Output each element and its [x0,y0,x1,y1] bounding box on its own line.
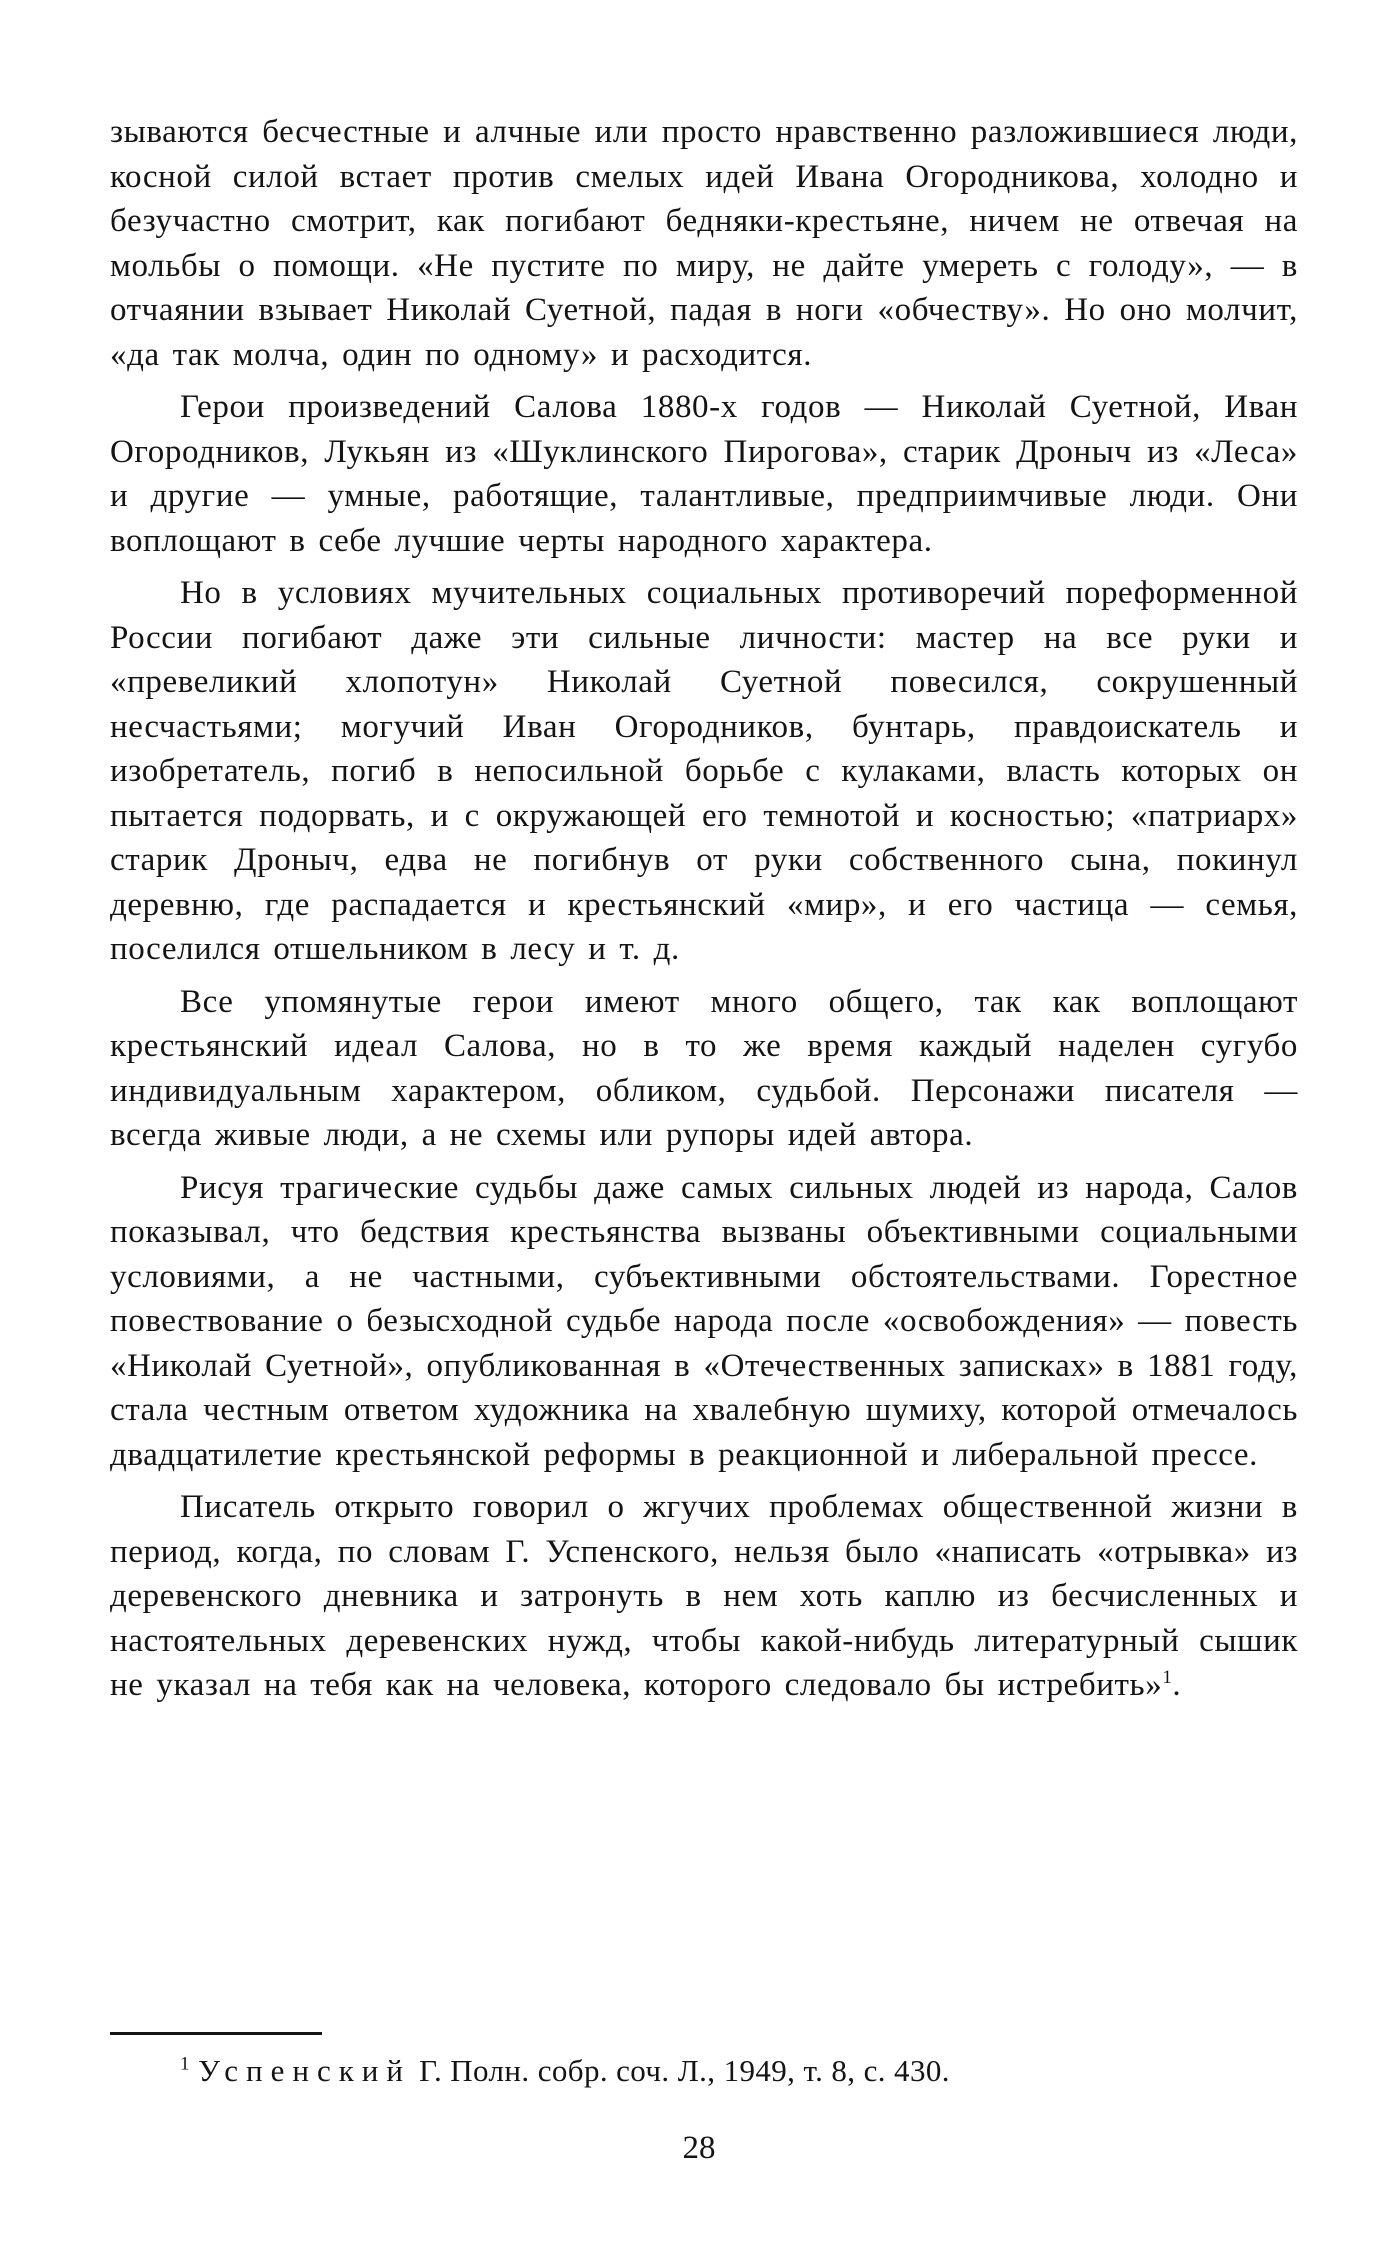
footnote-author: Успенский [198,2053,411,2088]
footnote-citation: Г. Полн. собр. соч. Л., 1949, т. 8, с. 430. [411,2053,950,2088]
paragraph-1: зываются бесчестные и алчные или просто нравственно разложившиеся люди, косной силой встает против смелых идей Ивана Огородникова, холодно и безучастно смотрит, как погибают бедняки-крестьяне, ничем не отвечая на мольбы о помощи. «Не пустите по миру, не дайте умереть с голоду», — в отчаянии взывает Николай Суетной, падая в ноги «обчеству». Но оно молчит, «да так молча, один по одному» и расходится. [110,114,1298,373]
paragraph-5: Рисуя трагические судьбы даже самых сильных людей из народа, Салов показывал, что бедствия крестьянства вызваны объективными социальными условиями, а не частными, субъективными обстоятельствами. Горестное повествование о безысходной судьбе народа после «освобождения» — повесть «Николай Суетной», опубликованная в «Отечественных записках» в 1881 году, стала честным ответом художника на хвалебную шумиху, которой отмечалось двадцатилетие крестьянской реформы в реакционной и либеральной прессе. [110,1169,1298,1473]
footnote-divider [110,2032,322,2035]
footnote-marker: 1 [180,2053,190,2075]
paragraph-4: Все упомянутые герои имеют много общего, так как воплощают крестьянский идеал Салова, но в то же время каждый наделен сугубо индивидуальным характером, обликом, судьбой. Персонажи писателя — всегда живые люди, а не схемы или рупоры идей автора. [110,983,1298,1153]
paragraph-3: Но в условиях мучительных социальных противоречий пореформенной России погибают даже эти сильные личности: мастер на все руки и «превеликий хлопотун» Николай Суетной повесился, сокрушенный несчастьями; могучий Иван Огородников, бунтарь, правдоискатель и изобретатель, погиб в непосильной борьбе с кулаками, власть которых он пытается подорвать, и с окружающей его темнотой и косностью; «патриарх» старик Дроныч, едва не погибнув от руки собственного сына, покинул деревню, где распадается и крестьянский «мир», и его частица — семья, поселился отшельником в лесу и т. д. [110,575,1298,967]
footnote-reference[interactable]: 1 [1162,1667,1173,1688]
page-number: 28 [682,2130,716,2166]
page-body [110,110,1298,1716]
paragraph-2: Герои произведений Салова 1880-х годов — Николай Суетной, Иван Огородников, Лукьян из «Шуклинского Пирогова», старик Дроныч из «Леса» и другие — умные, работящие, талантливые, предприимчивые люди. Они воплощают в себе лучшие черты народного характера. [110,389,1298,559]
footnote [180,2050,1280,2092]
paragraph-6-text: Писатель открыто говорил о жгучих проблемах общественной жизни в период, когда, по словам Г. Успенского, нельзя было «написать «отрывка» из деревенского дневника и затронуть в нем хоть каплю из бесчисленных и настоятельных деревенских нужд, чтобы какой-нибудь литературный сышик не указал на тебя как на человека, которого следовало бы истребить» [110,1489,1298,1703]
paragraph-6-end: . [1172,1667,1182,1703]
paragraph-6 [110,1485,1298,1708]
